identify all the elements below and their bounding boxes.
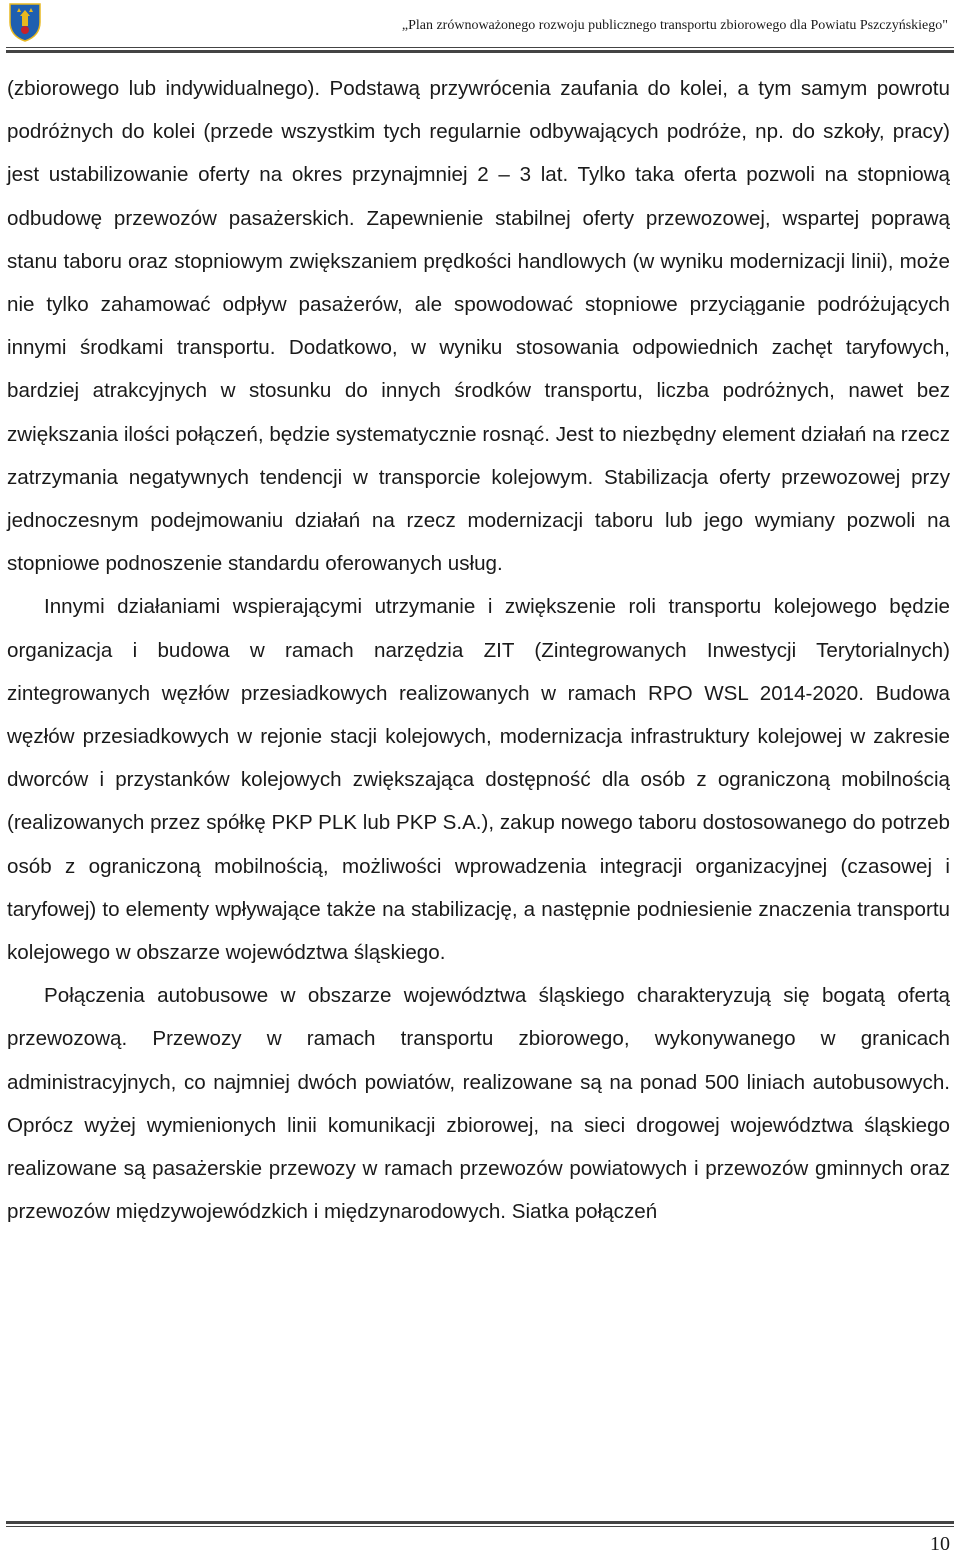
body-paragraph: Połączenia autobusowe w obszarze województwa śląskiego charakteryzują się bogatą ofertą przewozową. Przewozy w ramach transportu zbiorowego, wykonywanego w granicach administracyjnych, co najmniej dwóch powiatów, realizowane są na ponad 500 liniach autobusowych. Oprócz wyżej wymienionych linii komunikacji zbiorowej, na sieci drogowej województwa śląskiego realizowane są pasażerskie przewozy w ramach przewozów powiatowych i przewozów gminnych oraz przewozów międzywojewódzkich i międzynarodowych. Siatka połączeń (7, 984, 950, 1224)
document-body (7, 67, 950, 1233)
body-paragraph: (zbiorowego lub indywidualnego). Podstawą przywrócenia zaufania do kolei, a tym samym powrotu podróżnych do kolei (przede wszystkim tych regularnie odbywających podróże, np. do szkoły, pracy) jest ustabilizowanie oferty na okres przynajmniej 2 – 3 lat. Tylko taka oferta pozwoli na stopniową odbudowę przewozów pasażerskich. Zapewnienie stabilnej oferty przewozowej, wspartej poprawą stanu taboru oraz stopniowym zwiększaniem prędkości handlowych (w wyniku modernizacji linii), może nie tylko zahamować odpływ pasażerów, ale spowodować stopniowe przyciąganie podróżujących innymi środkami transportu. Dodatkowo, w wyniku stosowania odpowiednich zachęt taryfowych, bardziej atrakcyjnych w stosunku do innych środków transportu, liczba podróżnych, nawet bez zwiększania ilości połączeń, będzie systematycznie rosnąć. Jest to niezbędny element działań na rzecz zatrzymania negatywnych tendencji w transporcie kolejowym. Stabilizacja oferty przewozowej przy jednoczesnym podejmowaniu działań na rzecz modernizacji taboru lub jego wymiany pozwoli na stopniowe podnoszenie standardu oferowanych usług. (7, 77, 950, 576)
header-divider (6, 47, 954, 53)
coat-of-arms-icon (8, 2, 42, 42)
document-title: „Plan zrównoważonego rozwoju publicznego transportu zbiorowego dla Powiatu Pszczyńskiego" (401, 18, 948, 33)
page-number: 10 (930, 1533, 950, 1555)
body-paragraph: Innymi działaniami wspierającymi utrzymanie i zwiększenie roli transportu kolejowego będzie organizacja i budowa w ramach narzędzia ZIT (Zintegrowanych Inwestycji Terytorialnych) zintegrowanych węzłów przesiadkowych realizowanych w ramach RPO WSL 2014-2020. Budowa węzłów przesiadkowych w rejonie stacji kolejowych, modernizacja infrastruktury kolejowej w zakresie dworców i przystanków kolejowych zwiększająca dostępność dla osób z ograniczoną mobilnością (realizowanych przez spółkę PKP PLK lub PKP S.A.), zakup nowego taboru dostosowanego do potrzeb osób z ograniczoną mobilnością, możliwości wprowadzenia integracji organizacyjnej (czasowej i taryfowej) to elementy wpływające także na stabilizację, a następnie podniesienie znaczenia transportu kolejowego w obszarze województwa śląskiego. (7, 595, 950, 965)
page-header (0, 0, 960, 52)
footer-divider (6, 1521, 954, 1527)
